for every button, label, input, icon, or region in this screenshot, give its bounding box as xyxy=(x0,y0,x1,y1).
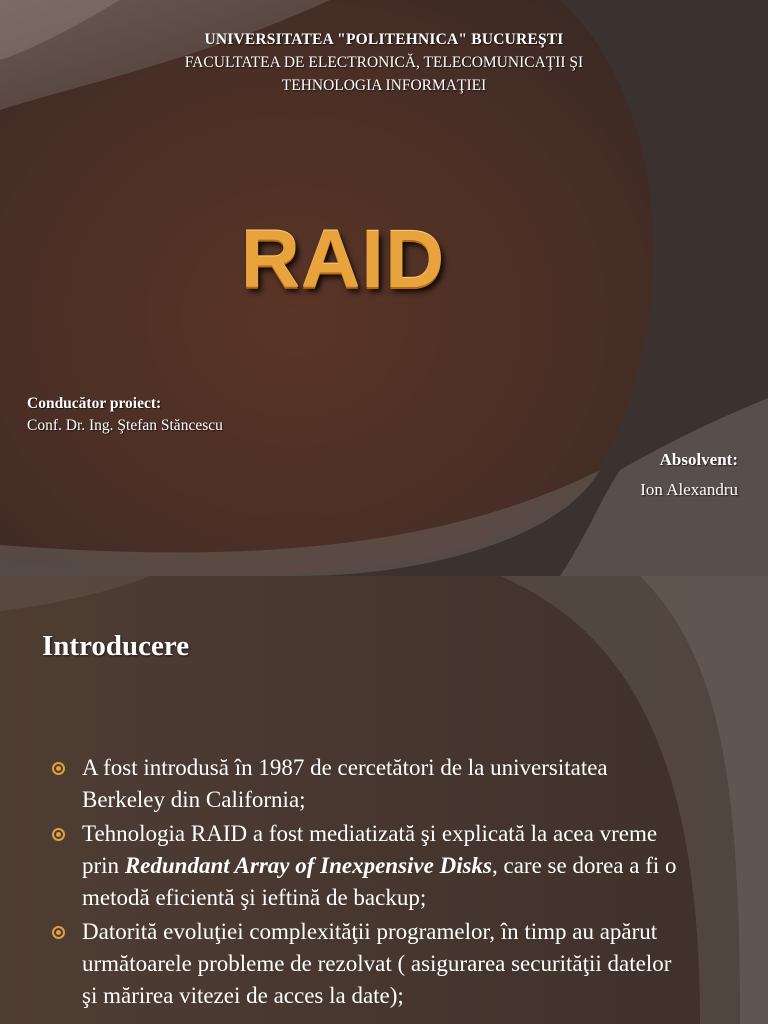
list-item xyxy=(50,752,690,816)
graduate-name: Ion Alexandru xyxy=(640,480,738,499)
bullet-text-before: Tehnologia RAID a fost mediatizată şi explicată la acea vreme prin xyxy=(82,821,658,878)
slide-title: Introducere xyxy=(42,630,190,662)
bullet-list xyxy=(50,752,690,1014)
university-name: UNIVERSITATEA "POLITEHNICA" BUCUREŞTI xyxy=(204,31,564,48)
bullet-emphasis: Redundant Array of Inexpensive Disks xyxy=(124,853,492,878)
intro-slide xyxy=(0,576,768,1024)
supervisor-name: Conf. Dr. Ing. Ştefan Stăncescu xyxy=(27,417,223,434)
bullet-icon xyxy=(52,762,65,775)
list-item xyxy=(50,916,690,1012)
bullet-icon xyxy=(52,926,65,939)
bullet-text-after: , care se dorea a fi o metodă eficientă şi ieftină de backup; xyxy=(82,853,677,910)
bullet-text: Datorită evoluţiei complexităţii programelor, în timp au apărut următoarele probleme de rezolvat ( asigurarea securităţii datelor şi mărirea vitezei de acces la date); xyxy=(82,919,672,1008)
faculty-name-line2: TEHNOLOGIA INFORMAŢIEI xyxy=(281,77,487,94)
supervisor-label: Conducător proiect: xyxy=(27,395,162,412)
presentation-title: RAID xyxy=(240,214,446,305)
faculty-name-line1: FACULTATEA DE ELECTRONICĂ, TELECOMUNICAŢII ŞI xyxy=(184,54,584,71)
bullet-icon xyxy=(52,828,65,841)
graduate-label: Absolvent: xyxy=(659,450,738,469)
bullet-text: A fost introdusă în 1987 de cercetători de la universitatea Berkeley din California; xyxy=(82,755,608,812)
list-item xyxy=(50,818,690,914)
